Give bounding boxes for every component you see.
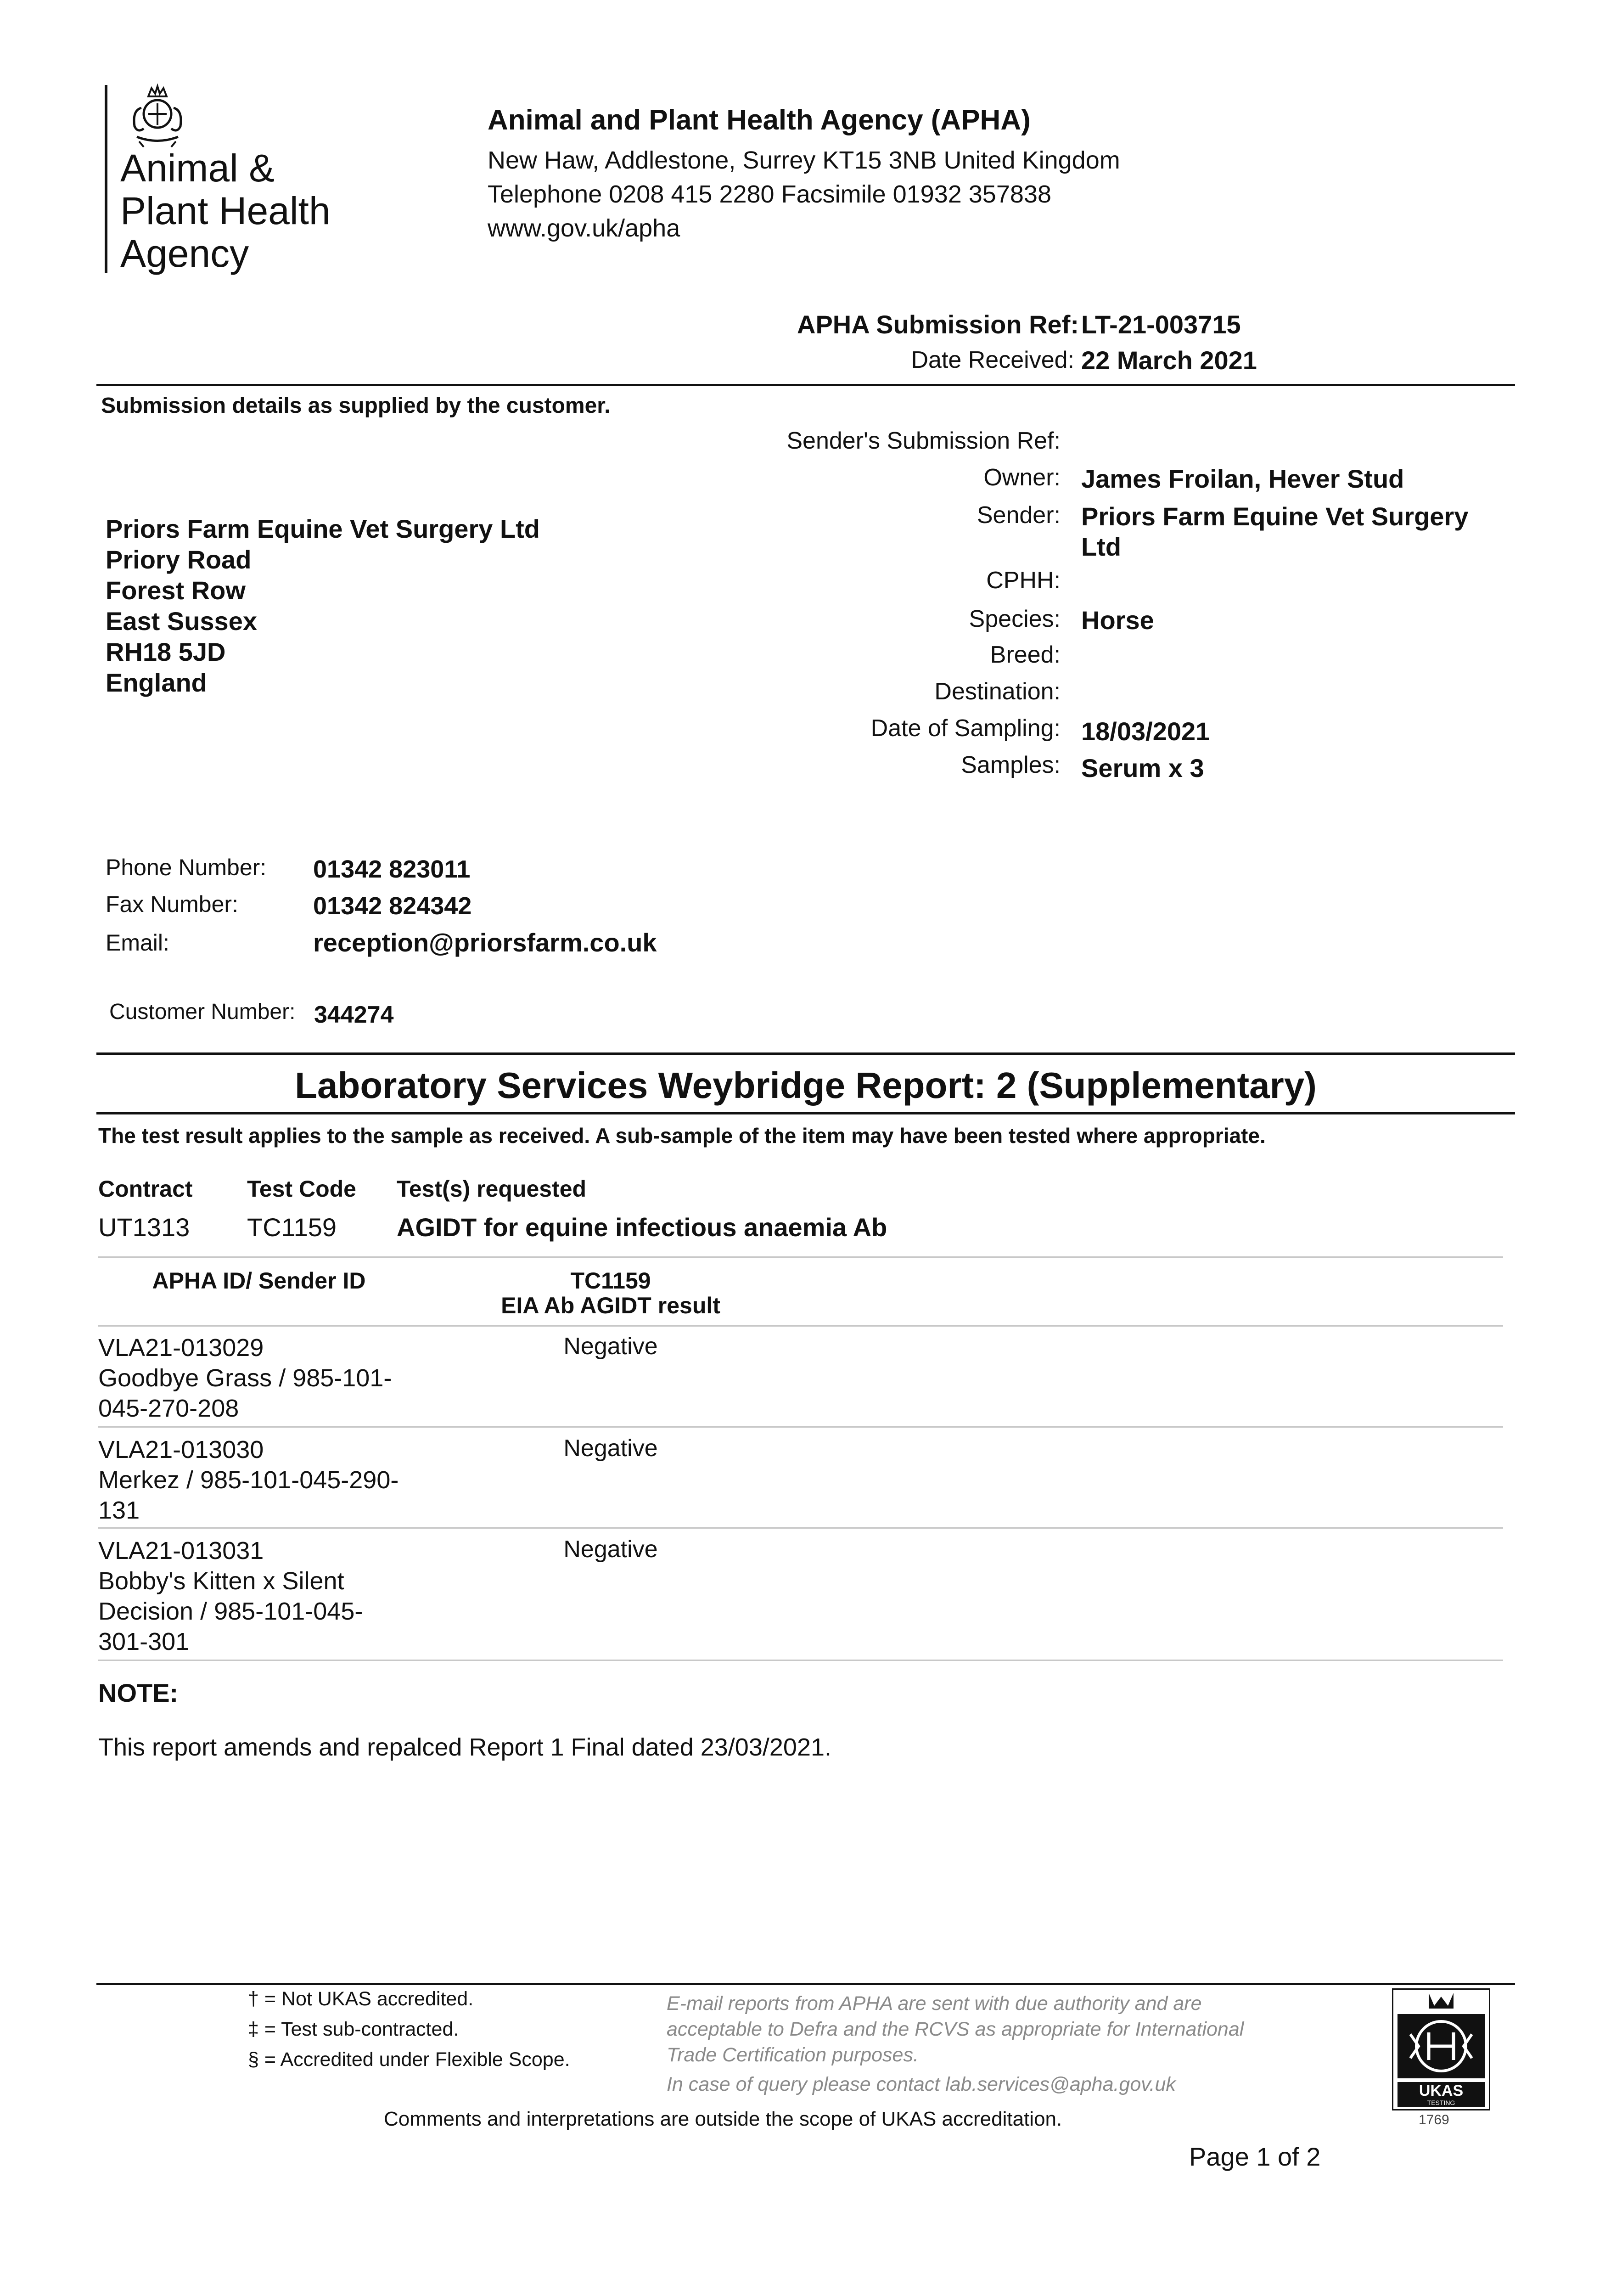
test-code-header: Test Code bbox=[247, 1176, 356, 1202]
contract-header: Contract bbox=[98, 1176, 193, 1202]
detail-label: Sender: bbox=[977, 502, 1061, 529]
report-title: Laboratory Services Weybridge Report: 2 (Supplementary) bbox=[295, 1065, 1317, 1106]
legend-item: ‡ = Test sub-contracted. bbox=[248, 2018, 459, 2040]
samples-value: Serum x 3 bbox=[1081, 754, 1204, 782]
table-rule bbox=[98, 1527, 1503, 1529]
contract-value: UT1313 bbox=[98, 1213, 190, 1242]
date-received-value: 22 March 2021 bbox=[1081, 346, 1257, 375]
table-row bbox=[98, 1536, 363, 1657]
customer-number-label: Customer Number: bbox=[109, 1000, 296, 1024]
date-received-label: Date Received: bbox=[911, 347, 1074, 373]
table-rule bbox=[98, 1325, 1503, 1327]
col-header-tc1159: TC1159 bbox=[570, 1268, 651, 1294]
sender-id: 131 bbox=[98, 1497, 140, 1524]
phone-label: Phone Number: bbox=[106, 855, 267, 880]
detail-label: CPHH: bbox=[986, 567, 1061, 594]
sample-id: VLA21-013029 bbox=[98, 1334, 264, 1362]
comments-disclaimer: Comments and interpretations are outside the scope of UKAS accreditation. bbox=[384, 2108, 1062, 2130]
agency-telephone: Telephone 0208 415 2280 Facsimile 01932 357838 bbox=[488, 180, 1051, 208]
customer-note: Submission details as supplied by the customer. bbox=[101, 394, 611, 418]
ukas-label: UKAS bbox=[1419, 2082, 1464, 2099]
sender-value-cont: Ltd bbox=[1081, 532, 1122, 561]
report-title-rule bbox=[96, 1112, 1515, 1114]
sender-id: 045-270-208 bbox=[98, 1395, 239, 1422]
species-value: Horse bbox=[1081, 606, 1154, 635]
submission-ref-value: LT-21-003715 bbox=[1081, 310, 1241, 339]
owner-value: James Froilan, Hever Stud bbox=[1081, 464, 1404, 493]
customer-address bbox=[106, 513, 540, 698]
sender-id: 301-301 bbox=[98, 1628, 190, 1655]
agency-address-block bbox=[488, 143, 1120, 245]
sampling-date-value: 18/03/2021 bbox=[1081, 717, 1210, 746]
col-header-eia-result: EIA Ab AGIDT result bbox=[501, 1293, 720, 1318]
accreditation-legend bbox=[248, 1984, 570, 2075]
table-rule bbox=[98, 1660, 1503, 1661]
notice-line: E-mail reports from APHA are sent with due authority and are bbox=[667, 1992, 1202, 2015]
table-row bbox=[98, 1435, 398, 1525]
ukas-testing-logo-icon bbox=[1392, 1988, 1490, 2110]
sender-id: Goodbye Grass / 985-101- bbox=[98, 1364, 392, 1392]
address-line: East Sussex bbox=[106, 607, 257, 636]
legend-item: § = Accredited under Flexible Scope. bbox=[248, 2048, 570, 2071]
notice-line: acceptable to Defra and the RCVS as appropriate for International bbox=[667, 2018, 1244, 2040]
royal-crest-icon bbox=[123, 83, 192, 152]
test-name-value: AGIDT for equine infectious anaemia Ab bbox=[397, 1213, 887, 1242]
detail-label: Destination: bbox=[934, 678, 1061, 705]
report-disclaimer: The test result applies to the sample as received. A sub-sample of the item may have been tested where appropriate. bbox=[98, 1124, 1266, 1148]
address-line: Forest Row bbox=[106, 576, 246, 605]
fax-label: Fax Number: bbox=[106, 891, 238, 917]
notice-line: Trade Certification purposes. bbox=[667, 2044, 919, 2066]
detail-label: Sender's Submission Ref: bbox=[786, 428, 1061, 454]
table-rule bbox=[98, 1426, 1503, 1428]
sample-id: VLA21-013030 bbox=[98, 1436, 264, 1463]
sample-id: VLA21-013031 bbox=[98, 1537, 264, 1564]
customer-number-value: 344274 bbox=[314, 1002, 394, 1028]
note-text: This report amends and repalced Report 1 Final dated 23/03/2021. bbox=[98, 1733, 832, 1761]
email-notice bbox=[667, 1991, 1244, 2097]
result-value: Negative bbox=[563, 1333, 658, 1360]
detail-label: Samples: bbox=[961, 752, 1061, 778]
sender-id: Merkez / 985-101-045-290- bbox=[98, 1466, 399, 1494]
agency-logo-text bbox=[120, 147, 331, 275]
header-rule bbox=[96, 384, 1515, 386]
tests-requested-header: Test(s) requested bbox=[397, 1176, 587, 1202]
email-label: Email: bbox=[106, 930, 169, 956]
logo-line: Plant Health bbox=[120, 189, 331, 232]
table-rule bbox=[98, 1256, 1503, 1258]
page-number: Page 1 of 2 bbox=[1189, 2142, 1321, 2171]
table-row bbox=[98, 1333, 392, 1424]
test-code-value: TC1159 bbox=[247, 1213, 337, 1242]
agency-address: New Haw, Addlestone, Surrey KT15 3NB United Kingdom bbox=[488, 146, 1120, 174]
query-notice: In case of query please contact lab.services@apha.gov.uk bbox=[667, 2073, 1176, 2095]
legend-item: † = Not UKAS accredited. bbox=[248, 1988, 474, 2010]
submission-ref-label: APHA Submission Ref: bbox=[797, 310, 1079, 339]
agency-name: Animal and Plant Health Agency (APHA) bbox=[488, 104, 1031, 136]
result-value: Negative bbox=[563, 1536, 658, 1563]
address-line: Priory Road bbox=[106, 545, 252, 574]
address-line: Priors Farm Equine Vet Surgery Ltd bbox=[106, 514, 540, 543]
detail-label: Date of Sampling: bbox=[870, 715, 1061, 742]
logo-divider bbox=[105, 85, 107, 273]
email-link[interactable]: reception@priorsfarm.co.uk bbox=[313, 928, 657, 957]
agency-website-link[interactable]: www.gov.uk/apha bbox=[488, 214, 680, 242]
sender-value: Priors Farm Equine Vet Surgery bbox=[1081, 502, 1469, 531]
col-header-apha-id: APHA ID/ Sender ID bbox=[152, 1268, 366, 1294]
sender-id: Decision / 985-101-045- bbox=[98, 1598, 363, 1625]
phone-value: 01342 823011 bbox=[313, 855, 471, 883]
address-line: England bbox=[106, 668, 207, 697]
result-value: Negative bbox=[563, 1435, 658, 1462]
ukas-sub: TESTING bbox=[1427, 2099, 1455, 2106]
detail-label: Species: bbox=[969, 606, 1061, 632]
note-label: NOTE: bbox=[98, 1678, 179, 1707]
logo-line: Agency bbox=[120, 232, 249, 275]
address-line: RH18 5JD bbox=[106, 637, 226, 666]
detail-label: Breed: bbox=[990, 642, 1061, 668]
detail-label: Owner: bbox=[983, 464, 1061, 491]
sender-id: Bobby's Kitten x Silent bbox=[98, 1567, 344, 1595]
ukas-number: 1769 bbox=[1419, 2112, 1449, 2127]
logo-line: Animal & bbox=[120, 146, 275, 190]
fax-value: 01342 824342 bbox=[313, 892, 472, 920]
report-top-rule bbox=[96, 1052, 1515, 1055]
